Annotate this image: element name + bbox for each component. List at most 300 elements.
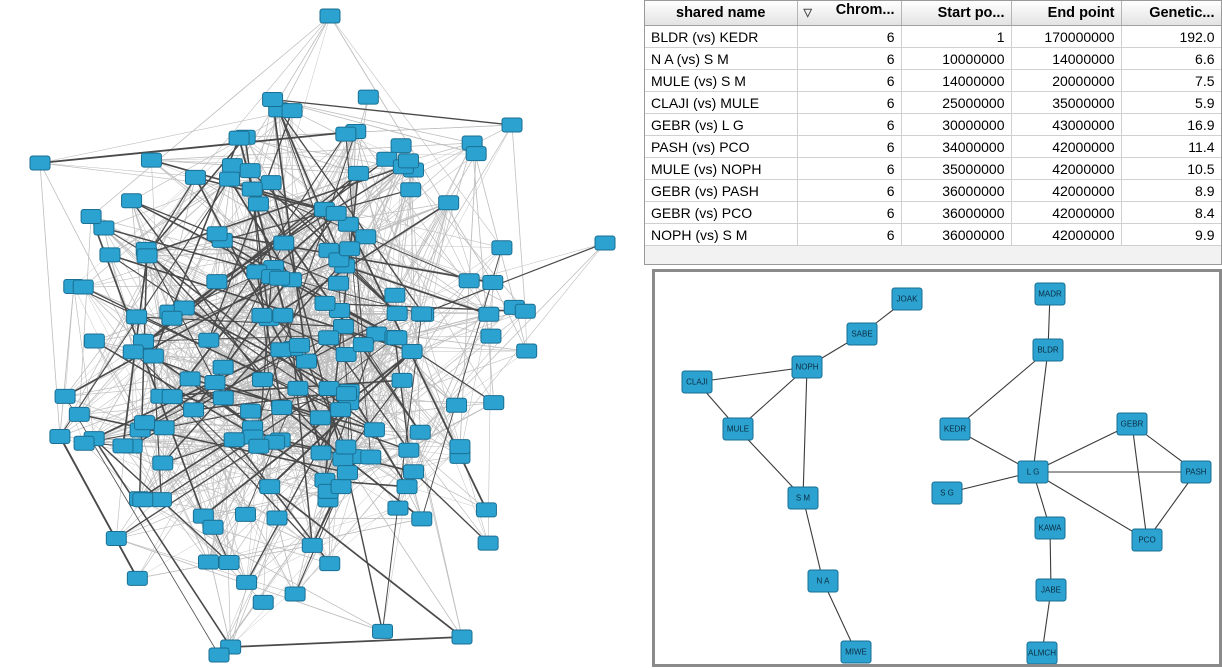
node-box[interactable] <box>282 104 302 118</box>
cell-start-point[interactable]: 1 <box>901 26 1011 48</box>
network-node[interactable] <box>253 373 273 387</box>
node-box[interactable] <box>288 381 308 395</box>
node-box[interactable] <box>404 465 424 479</box>
node-box[interactable] <box>1036 579 1066 601</box>
table-row[interactable] <box>645 224 1221 246</box>
network-node[interactable] <box>892 288 922 310</box>
node-box[interactable] <box>439 196 459 210</box>
cell-chrom[interactable]: 6 <box>797 136 901 158</box>
node-box[interactable] <box>492 241 512 255</box>
node-box[interactable] <box>388 501 408 515</box>
network-node[interactable] <box>595 236 615 250</box>
cell-start-point[interactable]: 36000000 <box>901 202 1011 224</box>
node-box[interactable] <box>106 532 126 546</box>
network-node[interactable] <box>361 450 381 464</box>
node-box[interactable] <box>285 587 305 601</box>
node-box[interactable] <box>180 372 200 386</box>
node-box[interactable] <box>229 131 249 145</box>
node-box[interactable] <box>203 520 223 534</box>
network-node[interactable] <box>439 196 459 210</box>
column-header-start-point[interactable] <box>901 1 1011 26</box>
cell-shared-name[interactable]: NOPH (vs) S M <box>645 224 797 246</box>
node-box[interactable] <box>253 595 273 609</box>
network-node[interactable] <box>137 249 157 263</box>
network-node[interactable] <box>1027 642 1057 664</box>
network-node[interactable] <box>337 466 357 480</box>
network-edge[interactable] <box>955 350 1048 429</box>
results-table-panel[interactable] <box>644 0 1222 265</box>
network-node[interactable] <box>297 354 317 368</box>
network-node[interactable] <box>282 104 302 118</box>
cell-genetic[interactable]: 192.0 <box>1121 26 1221 48</box>
cell-chrom[interactable]: 6 <box>797 158 901 180</box>
node-box[interactable] <box>297 354 317 368</box>
network-edge[interactable] <box>697 367 807 382</box>
node-box[interactable] <box>1033 339 1063 361</box>
network-edge[interactable] <box>40 132 356 164</box>
node-box[interactable] <box>209 648 229 662</box>
cell-genetic[interactable]: 6.6 <box>1121 48 1221 70</box>
network-node[interactable] <box>203 520 223 534</box>
table-row[interactable] <box>645 92 1221 114</box>
network-node[interactable] <box>1181 461 1211 483</box>
node-box[interactable] <box>219 555 239 569</box>
network-node[interactable] <box>450 440 470 454</box>
network-node[interactable] <box>154 421 174 435</box>
network-node[interactable] <box>398 154 418 168</box>
network-node[interactable] <box>270 271 290 285</box>
network-node[interactable] <box>373 624 393 638</box>
network-node[interactable] <box>240 164 260 178</box>
network-node[interactable] <box>387 306 407 320</box>
network-node[interactable] <box>235 507 255 521</box>
network-node[interactable] <box>459 274 479 288</box>
network-node[interactable] <box>1035 283 1065 305</box>
node-box[interactable] <box>1132 529 1162 551</box>
network-node[interactable] <box>199 333 219 347</box>
node-box[interactable] <box>263 93 283 107</box>
network-edge[interactable] <box>273 100 512 126</box>
network-node[interactable] <box>302 538 322 552</box>
cell-shared-name[interactable]: CLAJI (vs) MULE <box>645 92 797 114</box>
node-box[interactable] <box>466 147 486 161</box>
node-box[interactable] <box>397 480 417 494</box>
network-node[interactable] <box>358 90 378 104</box>
node-box[interactable] <box>154 421 174 435</box>
node-box[interactable] <box>447 398 467 412</box>
network-node[interactable] <box>466 147 486 161</box>
node-box[interactable] <box>272 401 292 415</box>
results-table[interactable] <box>645 1 1222 246</box>
column-header-genetic[interactable] <box>1121 1 1221 26</box>
network-node[interactable] <box>50 430 70 444</box>
node-box[interactable] <box>289 338 309 352</box>
node-box[interactable] <box>55 389 75 403</box>
node-box[interactable] <box>271 343 291 357</box>
node-box[interactable] <box>207 275 227 289</box>
node-box[interactable] <box>320 557 340 571</box>
network-node[interactable] <box>326 206 346 220</box>
node-box[interactable] <box>235 507 255 521</box>
network-node[interactable] <box>788 487 818 509</box>
network-node[interactable] <box>134 416 154 430</box>
network-node[interactable] <box>100 248 120 262</box>
network-node[interactable] <box>143 349 163 363</box>
cell-chrom[interactable]: 6 <box>797 180 901 202</box>
node-box[interactable] <box>207 227 227 241</box>
network-node[interactable] <box>74 436 94 450</box>
network-node[interactable] <box>517 344 537 358</box>
cell-shared-name[interactable]: N A (vs) S M <box>645 48 797 70</box>
node-box[interactable] <box>892 288 922 310</box>
node-box[interactable] <box>213 391 233 405</box>
node-box[interactable] <box>1035 517 1065 539</box>
node-box[interactable] <box>224 433 244 447</box>
network-node[interactable] <box>207 227 227 241</box>
network-node[interactable] <box>272 401 292 415</box>
node-box[interactable] <box>385 288 405 302</box>
network-node[interactable] <box>412 512 432 526</box>
network-node[interactable] <box>285 587 305 601</box>
cell-genetic[interactable]: 16.9 <box>1121 114 1221 136</box>
cell-genetic[interactable]: 5.9 <box>1121 92 1221 114</box>
node-box[interactable] <box>392 373 412 387</box>
table-row[interactable] <box>645 26 1221 48</box>
network-node[interactable] <box>289 338 309 352</box>
node-box[interactable] <box>336 387 356 401</box>
node-box[interactable] <box>373 624 393 638</box>
network-node[interactable] <box>73 280 93 294</box>
node-box[interactable] <box>331 480 351 494</box>
node-box[interactable] <box>387 331 407 345</box>
network-node[interactable] <box>180 372 200 386</box>
node-box[interactable] <box>788 487 818 509</box>
network-node[interactable] <box>331 403 351 417</box>
network-node[interactable] <box>847 323 877 345</box>
network-node[interactable] <box>1132 529 1162 551</box>
network-node[interactable] <box>184 403 204 417</box>
network-node[interactable] <box>252 308 272 322</box>
node-box[interactable] <box>484 396 504 410</box>
node-box[interactable] <box>336 440 356 454</box>
cell-shared-name[interactable]: MULE (vs) S M <box>645 70 797 92</box>
network-node[interactable] <box>267 511 287 525</box>
network-node[interactable] <box>185 170 205 184</box>
node-box[interactable] <box>398 154 418 168</box>
node-box[interactable] <box>267 511 287 525</box>
network-node[interactable] <box>106 532 126 546</box>
network-node[interactable] <box>253 595 273 609</box>
node-box[interactable] <box>220 172 240 186</box>
sub-network-panel[interactable] <box>652 269 1222 667</box>
network-node[interactable] <box>478 536 498 550</box>
network-node[interactable] <box>153 456 173 470</box>
cell-chrom[interactable]: 6 <box>797 202 901 224</box>
network-node[interactable] <box>353 338 373 352</box>
network-node[interactable] <box>81 210 101 224</box>
network-node[interactable] <box>502 118 522 132</box>
node-box[interactable] <box>270 271 290 285</box>
network-edge[interactable] <box>512 125 525 311</box>
node-box[interactable] <box>337 466 357 480</box>
network-node[interactable] <box>273 308 293 322</box>
cell-chrom[interactable]: 6 <box>797 26 901 48</box>
network-node[interactable] <box>151 493 171 507</box>
network-node[interactable] <box>476 503 496 517</box>
network-node[interactable] <box>412 307 432 321</box>
network-edge[interactable] <box>403 167 525 312</box>
network-node[interactable] <box>249 439 269 453</box>
node-box[interactable] <box>205 375 225 389</box>
node-box[interactable] <box>348 166 368 180</box>
node-box[interactable] <box>459 274 479 288</box>
network-node[interactable] <box>723 418 753 440</box>
node-box[interactable] <box>252 308 272 322</box>
network-node[interactable] <box>932 482 962 504</box>
node-box[interactable] <box>361 450 381 464</box>
network-node[interactable] <box>241 404 261 418</box>
node-box[interactable] <box>478 536 498 550</box>
node-box[interactable] <box>74 436 94 450</box>
table-row[interactable] <box>645 48 1221 70</box>
network-node[interactable] <box>162 311 182 325</box>
network-node[interactable] <box>385 288 405 302</box>
node-box[interactable] <box>73 280 93 294</box>
network-node[interactable] <box>84 334 104 348</box>
network-node[interactable] <box>274 236 294 250</box>
node-box[interactable] <box>402 344 422 358</box>
network-node[interactable] <box>481 329 501 343</box>
network-node[interactable] <box>162 390 182 404</box>
sub-network-canvas[interactable] <box>655 272 1219 664</box>
cell-start-point[interactable]: 25000000 <box>901 92 1011 114</box>
network-node[interactable] <box>336 127 356 141</box>
cell-shared-name[interactable]: GEBR (vs) PASH <box>645 180 797 202</box>
cell-genetic[interactable]: 8.9 <box>1121 180 1221 202</box>
network-node[interactable] <box>141 153 161 167</box>
cell-end-point[interactable]: 42000000 <box>1011 136 1121 158</box>
cell-end-point[interactable]: 14000000 <box>1011 48 1121 70</box>
table-row[interactable] <box>645 70 1221 92</box>
cell-start-point[interactable]: 34000000 <box>901 136 1011 158</box>
network-node[interactable] <box>113 439 133 453</box>
network-node[interactable] <box>1033 339 1063 361</box>
cell-end-point[interactable]: 170000000 <box>1011 26 1121 48</box>
cell-end-point[interactable]: 43000000 <box>1011 114 1121 136</box>
node-box[interactable] <box>50 430 70 444</box>
network-node[interactable] <box>392 373 412 387</box>
table-row[interactable] <box>645 180 1221 202</box>
network-node[interactable] <box>329 276 349 290</box>
node-box[interactable] <box>84 334 104 348</box>
node-box[interactable] <box>483 276 503 290</box>
network-node[interactable] <box>1035 517 1065 539</box>
node-box[interactable] <box>253 373 273 387</box>
network-node[interactable] <box>492 241 512 255</box>
network-node[interactable] <box>248 197 268 211</box>
network-node[interactable] <box>410 425 430 439</box>
network-node[interactable] <box>55 389 75 403</box>
network-node[interactable] <box>222 159 242 173</box>
cell-genetic[interactable]: 10.5 <box>1121 158 1221 180</box>
network-edge[interactable] <box>65 286 74 396</box>
cell-start-point[interactable]: 36000000 <box>901 224 1011 246</box>
network-node[interactable] <box>263 93 283 107</box>
network-edge[interactable] <box>803 367 807 498</box>
node-box[interactable] <box>387 306 407 320</box>
network-node[interactable] <box>399 443 419 457</box>
network-node[interactable] <box>841 641 871 663</box>
node-box[interactable] <box>274 236 294 250</box>
node-box[interactable] <box>481 329 501 343</box>
table-row[interactable] <box>645 114 1221 136</box>
network-node[interactable] <box>320 557 340 571</box>
node-box[interactable] <box>410 425 430 439</box>
node-box[interactable] <box>137 249 157 263</box>
node-box[interactable] <box>399 443 419 457</box>
network-node[interactable] <box>484 396 504 410</box>
filter-icon[interactable]: ▽ <box>803 7 812 19</box>
cell-genetic[interactable]: 7.5 <box>1121 70 1221 92</box>
network-node[interactable] <box>122 194 142 208</box>
node-box[interactable] <box>141 153 161 167</box>
node-box[interactable] <box>241 404 261 418</box>
node-box[interactable] <box>81 210 101 224</box>
table-body[interactable] <box>645 26 1221 246</box>
table-row[interactable] <box>645 136 1221 158</box>
cell-shared-name[interactable]: GEBR (vs) PCO <box>645 202 797 224</box>
network-node[interactable] <box>808 570 838 592</box>
network-node[interactable] <box>940 418 970 440</box>
node-box[interactable] <box>184 403 204 417</box>
cell-start-point[interactable]: 10000000 <box>901 48 1011 70</box>
network-node[interactable] <box>213 391 233 405</box>
network-node[interactable] <box>220 172 240 186</box>
node-box[interactable] <box>123 345 143 359</box>
network-node[interactable] <box>224 433 244 447</box>
column-header-shared-name[interactable] <box>645 1 797 26</box>
network-edge[interactable] <box>231 637 462 647</box>
cell-chrom[interactable]: 6 <box>797 48 901 70</box>
network-edge[interactable] <box>277 518 295 594</box>
network-node[interactable] <box>336 387 356 401</box>
cell-genetic[interactable]: 8.4 <box>1121 202 1221 224</box>
network-node[interactable] <box>387 331 407 345</box>
node-box[interactable] <box>240 164 260 178</box>
node-box[interactable] <box>69 407 89 421</box>
cell-start-point[interactable]: 30000000 <box>901 114 1011 136</box>
cell-start-point[interactable]: 36000000 <box>901 180 1011 202</box>
node-box[interactable] <box>242 182 262 196</box>
node-box[interactable] <box>248 197 268 211</box>
cell-chrom[interactable]: 6 <box>797 114 901 136</box>
node-box[interactable] <box>329 276 349 290</box>
node-box[interactable] <box>133 493 153 507</box>
network-node[interactable] <box>315 296 335 310</box>
network-node[interactable] <box>397 480 417 494</box>
network-node[interactable] <box>792 356 822 378</box>
node-box[interactable] <box>162 390 182 404</box>
node-box[interactable] <box>841 641 871 663</box>
node-box[interactable] <box>311 446 331 460</box>
network-node[interactable] <box>133 493 153 507</box>
node-box[interactable] <box>479 307 499 321</box>
node-box[interactable] <box>326 206 346 220</box>
network-node[interactable] <box>127 310 147 324</box>
node-box[interactable] <box>151 493 171 507</box>
network-edge[interactable] <box>1033 350 1048 472</box>
network-node[interactable] <box>388 501 408 515</box>
network-node[interactable] <box>237 575 257 589</box>
network-node[interactable] <box>311 446 331 460</box>
node-box[interactable] <box>302 538 322 552</box>
node-box[interactable] <box>134 416 154 430</box>
column-header-chrom[interactable] <box>797 1 901 26</box>
node-box[interactable] <box>213 360 233 374</box>
cell-start-point[interactable]: 35000000 <box>901 158 1011 180</box>
node-box[interactable] <box>450 440 470 454</box>
network-node[interactable] <box>331 480 351 494</box>
network-node[interactable] <box>30 156 50 170</box>
node-box[interactable] <box>723 418 753 440</box>
network-node[interactable] <box>479 307 499 321</box>
network-node[interactable] <box>1018 461 1048 483</box>
node-box[interactable] <box>113 439 133 453</box>
node-box[interactable] <box>1181 461 1211 483</box>
node-box[interactable] <box>336 127 356 141</box>
node-box[interactable] <box>249 439 269 453</box>
node-box[interactable] <box>452 630 472 644</box>
cell-chrom[interactable]: 6 <box>797 92 901 114</box>
node-box[interactable] <box>932 482 962 504</box>
cell-shared-name[interactable]: MULE (vs) NOPH <box>645 158 797 180</box>
network-node[interactable] <box>682 371 712 393</box>
node-box[interactable] <box>100 248 120 262</box>
node-box[interactable] <box>476 503 496 517</box>
network-edge[interactable] <box>273 100 477 154</box>
node-box[interactable] <box>502 118 522 132</box>
cell-chrom[interactable]: 6 <box>797 70 901 92</box>
node-box[interactable] <box>185 170 205 184</box>
node-box[interactable] <box>1035 283 1065 305</box>
node-box[interactable] <box>595 236 615 250</box>
table-row[interactable] <box>645 202 1221 224</box>
node-box[interactable] <box>940 418 970 440</box>
node-box[interactable] <box>353 338 373 352</box>
cell-shared-name[interactable]: BLDR (vs) KEDR <box>645 26 797 48</box>
network-edge[interactable] <box>277 518 422 519</box>
network-node[interactable] <box>1036 579 1066 601</box>
node-box[interactable] <box>1117 413 1147 435</box>
network-node[interactable] <box>69 407 89 421</box>
network-node[interactable] <box>348 166 368 180</box>
network-node[interactable] <box>261 176 281 190</box>
node-box[interactable] <box>198 555 218 569</box>
network-node[interactable] <box>127 571 147 585</box>
network-node[interactable] <box>213 360 233 374</box>
table-row[interactable] <box>645 158 1221 180</box>
cell-end-point[interactable]: 20000000 <box>1011 70 1121 92</box>
cell-start-point[interactable]: 14000000 <box>901 70 1011 92</box>
network-node[interactable] <box>207 275 227 289</box>
network-node[interactable] <box>229 131 249 145</box>
node-box[interactable] <box>237 575 257 589</box>
network-node[interactable] <box>310 411 330 425</box>
network-node[interactable] <box>340 242 360 256</box>
node-box[interactable] <box>331 403 351 417</box>
node-box[interactable] <box>1027 642 1057 664</box>
cell-end-point[interactable]: 42000000 <box>1011 158 1121 180</box>
